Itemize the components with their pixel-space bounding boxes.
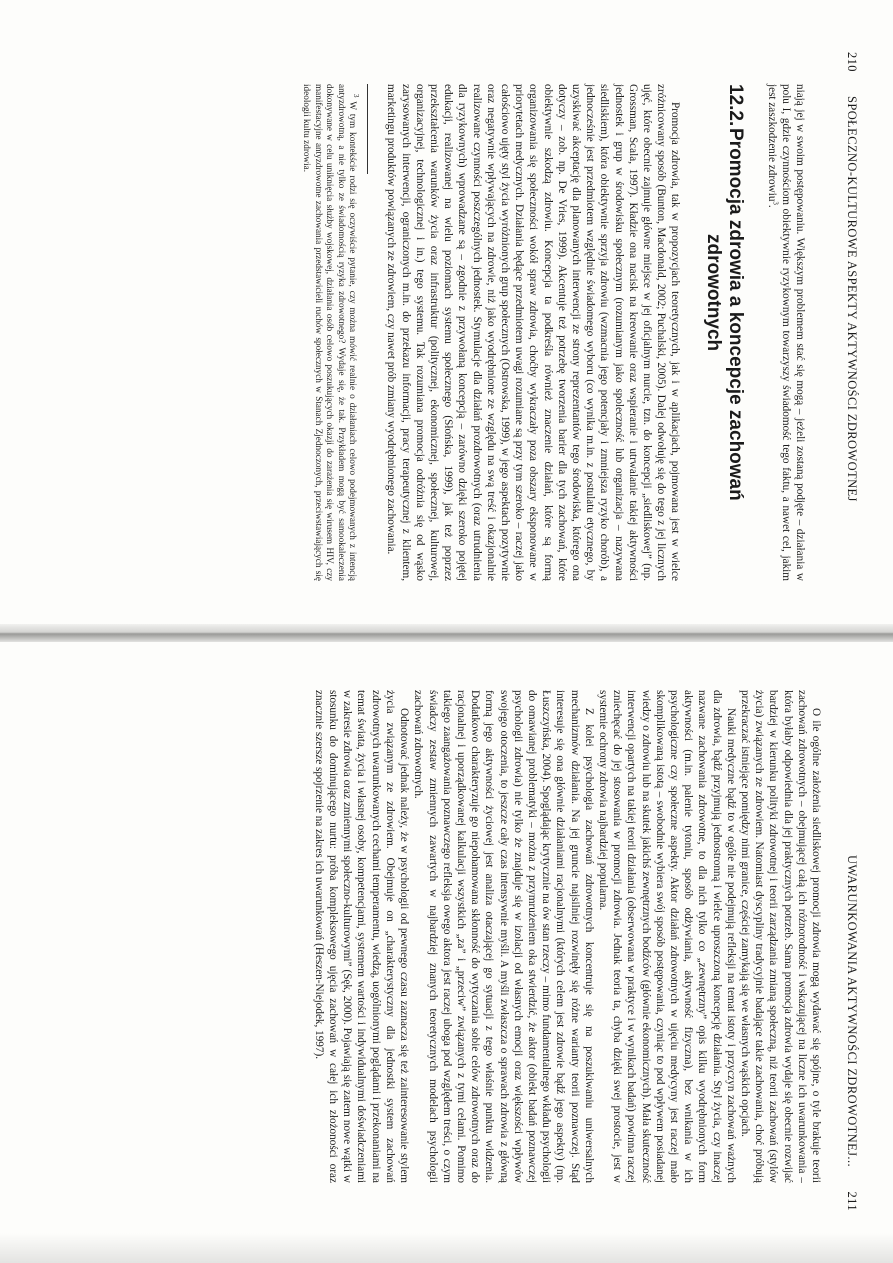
left-page-body <box>301 84 807 581</box>
paragraph: O ile ogólne założenia siedliskowej promocji zdrowia mogą wydawać się spójne, o tyle brakuje teorii zachowań zdrowotnych – obejmującej całą ich różnorodność i wskazującej na liczne ich uwarunkowania – która byłaby odpowiednia dla jej praktycznych potrzeb. Sama promocja zdrowia wydaje się obecnie rozwijać bardziej w kierunku polityki zdrowotnej i teorii zarządzania zmianą społeczną, niż teorii zachowań (stylów życia) związanych ze zdrowiem. Natomiast dyscypliny tradycyjnie badające takie zachowania, choć próbują przekraczać istniejące pomiędzy nimi granice, częściej zamykają się we własnych wąskich opcjach. <box>738 690 822 1183</box>
footnote-divider <box>367 84 368 174</box>
footnote <box>301 84 361 581</box>
paragraph: Promocja zdrowia, tak w propozycjach teoretycznych, jak i w aplikacjach, pojmowana jest w wielce zróżnicowany sposób (Bunton, Macdonald, 2002; Puchalski, 2005). Dalej odwołuję się do tego z jej licznych ujęć, które obecnie zajmuje główne miejsce w jej oficjalnym nurcie, tzn. do koncepcji „siedliskowej” (np. Grossman, Scala, 1997). Kładzie ona nacisk na kreowanie oraz wspieranie i utrwalanie takiej aktywności jednostek i grup w środowisku społecznym (rozumianym jako spoleczność lub organizacja – nazywana siedliskiem), która obiektywnie sprzyja zdrowiu (wzmacnia jego potencjały i zmniejsza ryzyko chorób), a jednocześnie jest przedmiotem względnie świadomego wyboru (co wynika m.in. z postulatu etycznego, by uzyskiwać akceptację dla planowanych interwencji ze strony reprezentantów tego środowiska, którego ona dotyczy – zob. np. De Vries, 1999). Akcentuje też potrzebę tworzenia barier dla tych zachowań, które obiektywnie szkodzą zdrowiu. Koncepcja ta podkreśla również znaczenie działań, które są formą organizowania się społeczności wokół spraw zdrowia, choćby wykraczały poza obszary eksponowane w priorytetach medycznych. Działania będące przedmiotem uwagi rozumiane są przy tym szeroko – raczej jako całościowo ujęty styl życia wyróżnionych grup społecznych (Ostrowska, 1999), w jego aspektach pozytywnie oraz negatywnie wpływających na zdrowie, niż jako wyodrębnione ze względu na swą treść i okazjonalnie realizowane czynności poszczególnych jednostek. Stymulacje dla działań prozdrowotnych (oraz utrudnienia dla ryzykownych) wprowadzane są – zgodnie z przywołaną koncepcją – zarówno dzięki szeroko pojętej edukacji, realizowanej na wielu poziomach systemu społecznego (Słońska, 1999), jak też poprzez przekształcenia warunków życia oraz infrastruktur (politycznej, ekonomicznej, społecznej, kulturowej, organizacyjnej, technologicznej i in.) tego systemu. Tak rozumiana promocja odróżnia się od wąsko zarysowanych interwencji, ograniczonych m.in. do przekazu informacji, pracy terapeutycznej z klientem, marketingu produktów powiązanych ze zdrowiem, czy nawet prób zmiany wyodrębnionego zachowania. <box>385 84 682 581</box>
footnote-text: W tym kontekście rodzi się oczywiście pytanie, czy można mówić realnie o działaniach celowo podejmowanych z intencją antyzdrowotną, a nie tylko ze świadomością ryzyka zdrowotnego? Wydaje się, że tak. Przykładem mogą być samookaleczenia dokonywane w celu uniknięcia służby wojskowej, działania osób celowo poszukujących okazji do zarażenia się wirusem HIV, czy manifestacyjne antyzdrowotne zachowania przedstawicieli ruchów społecznych w Stanach Zjednoczonych, przeciwstawiających się ideologii kultu zdrowia. <box>302 84 359 581</box>
running-head <box>837 52 859 579</box>
right-page-body <box>312 690 823 1183</box>
section-number: 12.2. <box>725 84 747 127</box>
paragraph: Z kolei psychologia zachowań zdrowotnych koncentruje się na poszukiwaniu uniwersalnych mechanizmów działania. Na jej gruncie najsilniej rozwinęły się różne warianty teorii poznawczej. Stąd interesuje się ona głównie działaniami racjonalnymi (których celem jest zdrowie bądź jego aspekty) (np. Łuszczyńska, 2004). Spoglądając krytycznie na ów stan rzeczy – mimo fundamentalnego wkładu psychologii do omawianej problematyki – można z przymrużeniem oka stwierdzić, że aktor (obiekt badań poznawczej psychologii zdrowia) nie tylko że znajduje się w izolacji od własnych emocji oraz większości wpływów swojego otoczenia, to jeszcze cały czas intensywnie myśli. A myśli zwłaszcza o sprawach zdrowia z główną formą jego aktywności życiowej jest analiza otaczającej go sytuacji z tego właśnie punktu widzenia. Dodatkowo charakteryzuje go niepohamowana skłonność do wytyczania sobie celów zdrowotnych oraz do racjonalnej i uporządkowanej kalkulacji wszystkich „za” i „przeciw” związanych z tymi celami. Pomimo takiego zaangażowania poznawczego refleksja owego aktora jest raczej uboga pod względem treści, o czym świadczy zestaw zmiennych zawartych w najbardziej znanych teoretycznych modelach psychologii zachowań zdrowotnych. <box>412 690 595 1183</box>
running-title: UWARUNKOWANIA AKTYWNOŚCI ZDROWOTNEJ... <box>845 854 859 1167</box>
paragraph: Nauki medyczne bądź to w ogóle nie podejmują refleksji na temat istoty i przyczyn zachowań ważnych dla zdrowia, bądź przyjmują jednostronną i wielce uproszczoną koncepcję działania. Styl życia, czy inaczej nazwane zachowania zdrowotne, to dla nich tylko co „zewnętrzny” opis kilku wyodrębnionych form aktywności (m.in. palenie tytoniu, sposób odżywiania, aktywność fizyczna), bez wnikania w ich psychologiczne czy społeczne aspekty. Aktor działań zdrowotnych w ujęciu medycyny jest raczej mało skomplikowaną istotą – swobodnie wybiera swój sposób postępowania, czyniąc to pod wpływem posiadanej wiedzy o zdrowiu lub na skutek jakichś zewnętrznych bodźców (głównie ekonomicznych). Mała skuteczność interwencji opartych na takiej teorii działania (obserwowana w praktyce i w wynikach badań) powinna raczej zniechęcać do jej stosowania w promocji zdrowia. Jednak teoria ta, chyba dzięki swej prostocie, jest w systemie ochrony zdrowia najbardziej popularna. <box>596 690 737 1183</box>
section-title-line-2: zdrowotnych <box>703 234 725 352</box>
page-number: 211 <box>845 1191 859 1211</box>
footnote-number: 3 <box>352 94 361 98</box>
section-title-line-1: Promocja zdrowia a koncepcje zachowań <box>725 128 747 501</box>
right-page <box>0 632 893 1263</box>
left-page <box>0 0 893 631</box>
scan-edge-shadow <box>0 1233 893 1263</box>
running-title: SPOŁECZNO-KULTUROWE ASPEKTY AKTYWNOŚCI ZDROWOTNEJ <box>845 96 859 502</box>
section-heading <box>702 84 746 581</box>
running-head <box>837 684 859 1211</box>
intro-paragraph-text: niają jej w swoim postępowaniu. Większym problemem stać się mogą – jeżeli zostaną podjęte – działania w polu I, gdzie czynnościom obiektywnie ryzykownym towarzyszy świadomość tego faktu, a nawet cel, jakim jest zaszkodzenie zdrowiu <box>765 84 806 581</box>
paragraph: Odnotować jednak należy, że w psychologii od pewnego czasu zaznacza się też zainteresowanie stylem życia związanym ze zdrowiem. Obejmuje on „charakterystyczny dla jednostki system zachowań zdrowotnych uwarunkowanych cechami temperamentu, wiedzą, uogólnionymi poglądami i przekonaniami na temat świata, życia i własnej osoby, kompetencjami, systemem wartości i indywidualnymi doświadczeniami w zakresie zdrowia oraz zmiennymi społeczno-kulturowymi” (Sęk, 2000). Pojawiają się zatem nowe wątki w stosunku do dominującego nurtu: próba kompleksowego ujęcia zachowań w całej ich złożoności oraz znacznie szersze spojrzenie na zakres ich uwarunkowań (Heszen-Niejodek, 1997). <box>312 690 411 1183</box>
footnote-reference: 3 <box>771 201 780 205</box>
page-number: 210 <box>845 52 859 72</box>
intro-paragraph: niają jej w swoim postępowaniu. Większym problemem stać się mogą – jeżeli zostaną podjęte – działania w polu I, gdzie czynnościom obiektywnie ryzykownym towarzyszy świadomość tego faktu, a nawet cel, jakim jest zaszkodzenie zdrowiu$^3$. <box>765 84 806 581</box>
